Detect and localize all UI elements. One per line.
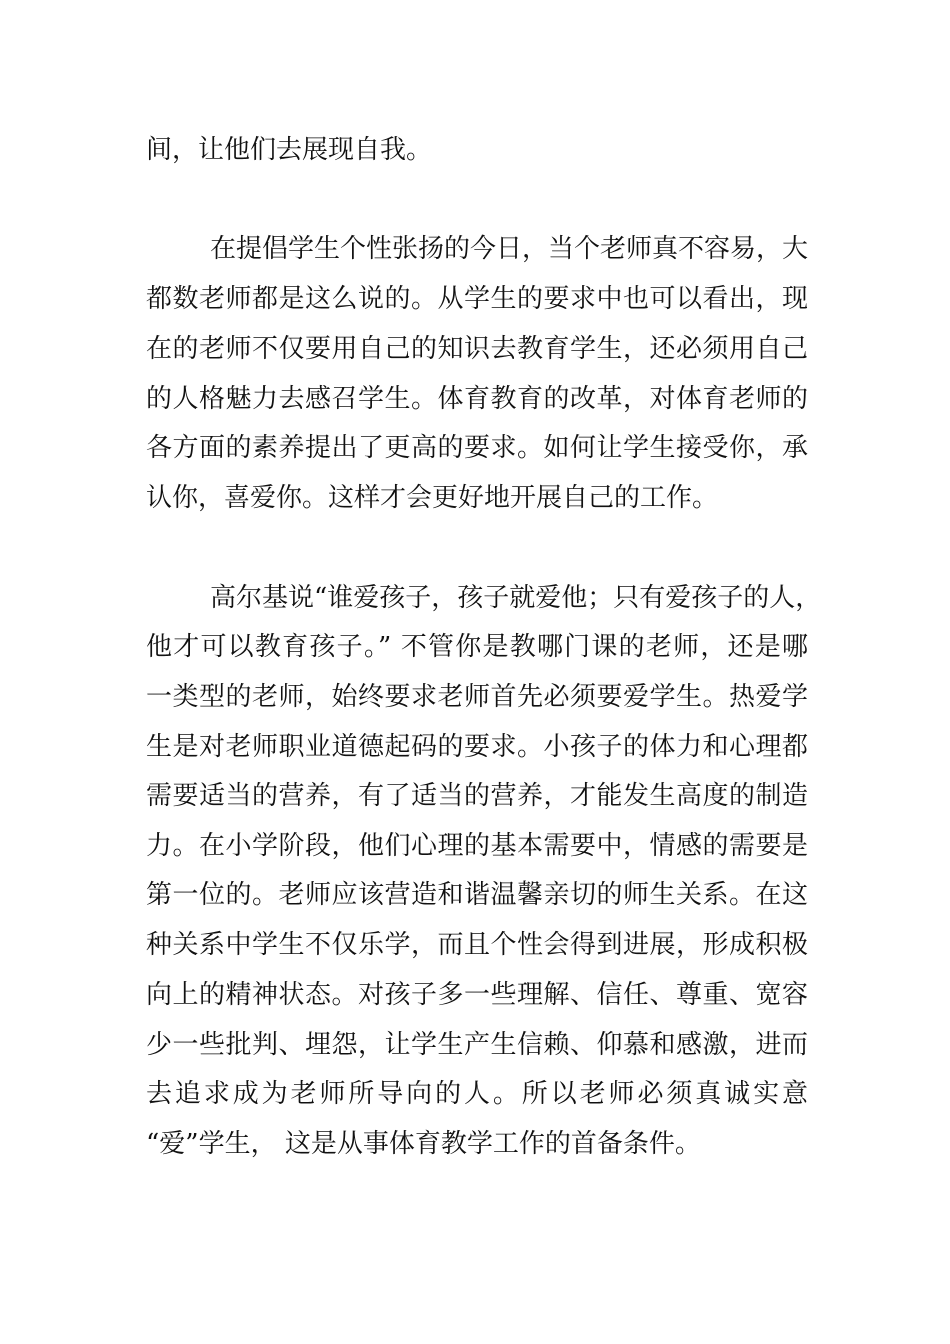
paragraph-3-line-1: 高尔基说“谁爱孩子，孩子就爱他；只有爱孩子的人， bbox=[210, 583, 822, 613]
paragraph-3-line-9: 向上的精神状态。对孩子多一些理解、信任、尊重、宽容 bbox=[146, 980, 808, 1010]
paragraph-3-line-7: 第一位的。老师应该营造和谐温馨亲切的师生关系。在这 bbox=[146, 880, 808, 910]
paragraph-3-line-4: 生是对老师职业道德起码的要求。小孩子的体力和心理都 bbox=[146, 732, 808, 762]
paragraph-3-line-11: 去追求成为老师所导向的人。所以老师必须真诚实意 bbox=[146, 1079, 808, 1109]
paragraph-3-line-3: 一类型的老师，始终要求老师首先必须要爱学生。热爱学 bbox=[146, 682, 808, 712]
paragraph-3-line-5: 需要适当的营养，有了适当的营养，才能发生高度的制造 bbox=[146, 781, 808, 811]
paragraph-3-line-12: “爱”学生， 这是从事体育教学工作的首备条件。 bbox=[146, 1129, 701, 1159]
paragraph-3-line-2: 他才可以教育孩子。” 不管你是教哪门课的老师，还是哪 bbox=[146, 632, 808, 662]
paragraph-3-line-10: 少一些批判、埋怨，让学生产生信赖、仰慕和感激，进而 bbox=[146, 1030, 808, 1060]
paragraph-2-line-1: 在提倡学生个性张扬的今日，当个老师真不容易，大 bbox=[210, 234, 809, 264]
paragraph-2-line-5: 各方面的素养提出了更高的要求。如何让学生接受你，承 bbox=[146, 433, 808, 463]
paragraph-2-line-4: 的人格魅力去感召学生。体育教育的改革，对体育老师的 bbox=[146, 384, 808, 414]
paragraph-2-line-2: 都数老师都是这么说的。从学生的要求中也可以看出，现 bbox=[146, 284, 808, 314]
paragraph-2-line-3: 在的老师不仅要用自己的知识去教育学生，还必须用自己 bbox=[146, 334, 808, 364]
paragraph-1-line-1: 间，让他们去展现自我。 bbox=[146, 135, 433, 165]
paragraph-3-line-6: 力。在小学阶段，他们心理的基本需要中，情感的需要是 bbox=[146, 831, 808, 861]
paragraph-2-line-6: 认你，喜爱你。这样才会更好地开展自己的工作。 bbox=[146, 483, 719, 513]
paragraph-3-line-8: 种关系中学生不仅乐学，而且个性会得到进展，形成积极 bbox=[146, 930, 808, 960]
